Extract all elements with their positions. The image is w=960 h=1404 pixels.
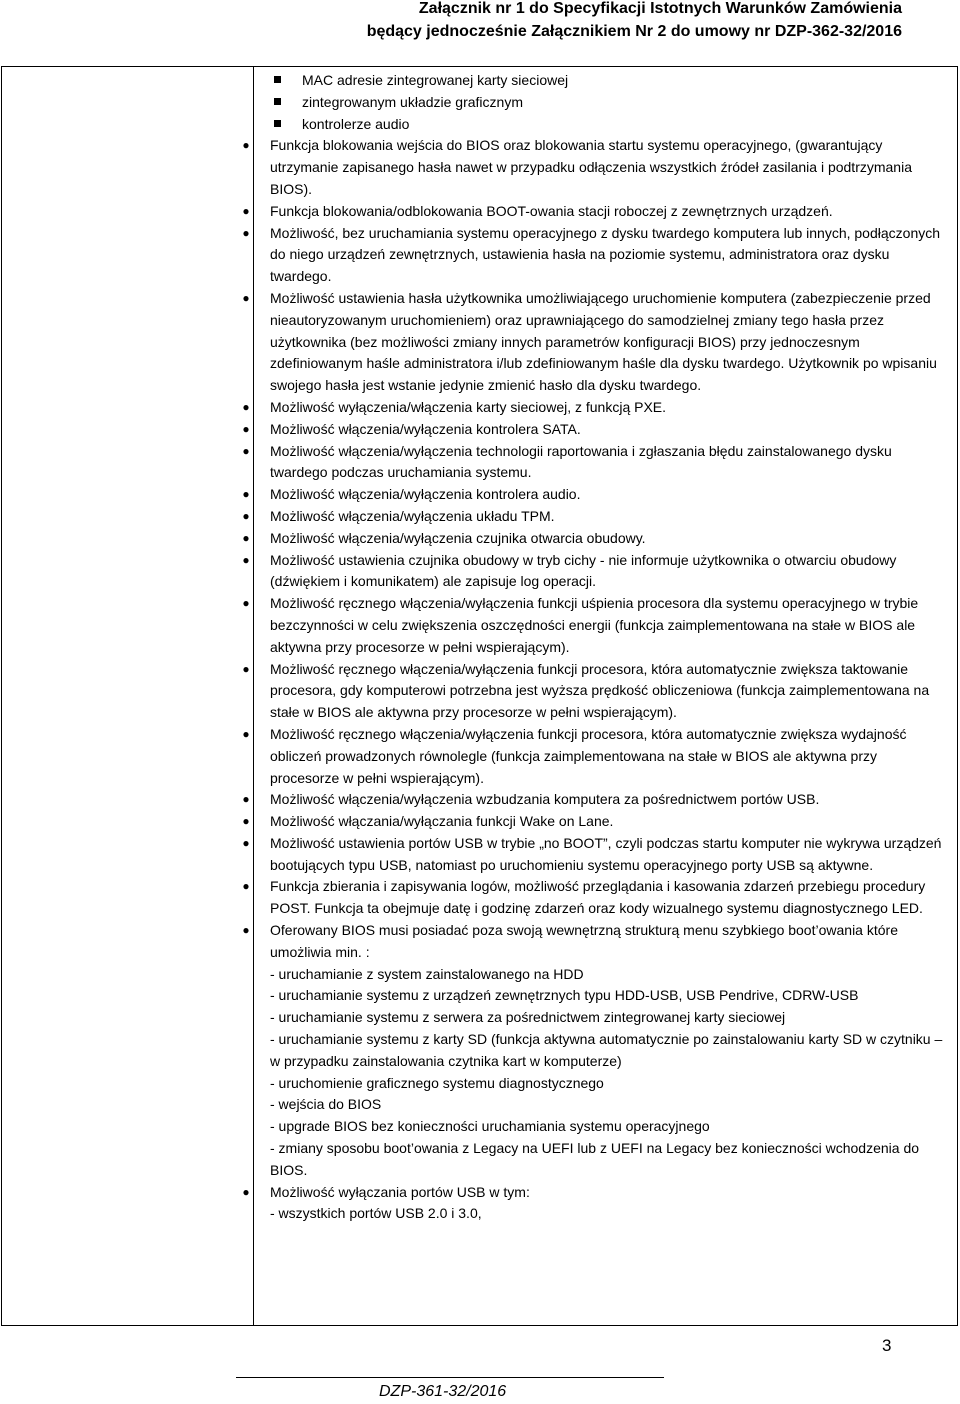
list-item: kontrolerze audio xyxy=(238,114,950,136)
bullet-icon: ● xyxy=(242,923,250,938)
page-number: 3 xyxy=(882,1336,892,1355)
square-bullet-icon xyxy=(274,76,281,83)
footer-divider xyxy=(236,1377,664,1378)
bullet-icon: ● xyxy=(242,203,250,218)
list-item: ● Możliwość włączenia/wyłączenia układu TPM. xyxy=(238,506,950,528)
list-item: ● Możliwość włączenia/wyłączenia kontrolera SATA. xyxy=(238,419,950,441)
boot-option: - uruchamianie systemu z karty SD (funkcja aktywna automatycznie po zainstalowaniu karty SD w czytniku – w przypadku zainstalowania czytnika kart w komputerze) xyxy=(270,1031,943,1069)
bullet-icon: ● xyxy=(242,552,250,567)
bullet-icon: ● xyxy=(242,661,250,676)
header-title-line2: będący jednocześnie Załącznikiem Nr 2 do umowy nr DZP-362-32/2016 xyxy=(366,23,902,40)
boot-option: - wejścia do BIOS xyxy=(270,1096,382,1113)
list-item: MAC adresie zintegrowanej karty sieciowej xyxy=(238,70,950,92)
bullet-icon: ● xyxy=(242,530,250,545)
usb-option: - wszystkich portów USB 2.0 i 3.0, xyxy=(270,1205,482,1222)
bullet-icon: ● xyxy=(242,814,250,829)
bullet-icon: ● xyxy=(242,225,250,240)
footer-document-id: DZP-361-32/2016 xyxy=(379,1383,507,1400)
list-item: ● Możliwość wyłączenia/włączenia karty sieciowej, z funkcją PXE. xyxy=(238,397,950,419)
list-item: ● Możliwość ręcznego włączenia/wyłączenia funkcji procesora, która automatycznie zwiększa taktowanie procesora, gdy komputerowi potrzebna jest wyższa prędkość obliczeniowa (funkcja zaimplementowana na stałe w BIOS ale aktywna przy procesorze w pełni wspierającym). xyxy=(242,660,930,721)
list-item: ● Możliwość włączenia/wyłączenia czujnika otwarcia obudowy. xyxy=(238,528,950,550)
bullet-icon: ● xyxy=(242,792,250,807)
boot-option: - uruchamianie systemu z urządzeń zewnętrznych typu HDD-USB, USB Pendrive, CDRW-USB xyxy=(270,987,859,1004)
list-item: zintegrowanym układzie graficznym xyxy=(238,92,950,114)
header-title-line1: Załącznik nr 1 do Specyfikacji Istotnych Warunków Zamówienia xyxy=(418,0,902,17)
list-item: ● Możliwość, bez uruchamiania systemu operacyjnego z dysku twardego komputera lub innych, podłączonych do niego urządzeń zewnętrznych, ustawienia hasła na poziomie systemu, administratora oraz dysku twardego. xyxy=(242,224,941,285)
list-item: ● Możliwość ustawienia czujnika obudowy w tryb cichy - nie informuje użytkownika o otwarciu obudowy (dźwiękiem i komunikatem) ale zapisuje log operacji. xyxy=(242,551,897,590)
bullet-icon: ● xyxy=(242,596,250,611)
list-item: ● Możliwość ręcznego włączenia/wyłączenia funkcji uśpienia procesora dla systemu operacyjnego w trybie bezczynności w celu zwiększenia oszczędności energii (funkcja zaimplementowana na stałe w BIOS ale aktywna przy procesorze w pełni wspierającym). xyxy=(242,595,919,655)
square-bullet-icon xyxy=(274,98,281,105)
bullet-icon: ● xyxy=(242,399,250,414)
bullet-icon: ● xyxy=(242,835,250,850)
list-item: ● Funkcja blokowania/odblokowania BOOT-owania stacji roboczej z zewnętrznych urządzeń. xyxy=(238,201,950,223)
boot-option: - uruchamianie z system zainstalowanego na HDD xyxy=(270,965,584,982)
list-item: ● Możliwość wyłączania portów USB w tym: xyxy=(238,1182,950,1204)
bullet-icon: ● xyxy=(242,443,250,458)
boot-option: - upgrade BIOS bez konieczności uruchamiania systemu operacyjnego xyxy=(270,1118,710,1135)
list-item: ● Możliwość włączenia/wyłączenia technologii raportowania i zgłaszania błędu zainstalowanego dysku twardego podczas uruchamiania systemu. xyxy=(242,442,892,481)
list-item: ● Oferowany BIOS musi posiadać poza swoją wewnętrzną strukturą menu szybkiego boot’owania które umożliwia min. : xyxy=(242,922,898,960)
bullet-icon: ● xyxy=(242,508,250,523)
boot-option: - uruchomienie graficznego systemu diagnostycznego xyxy=(270,1074,604,1091)
list-item: ● Możliwość włączenia/wyłączenia kontrolera audio. xyxy=(238,484,950,506)
list-item: ● Możliwość włączenia/wyłączenia wzbudzania komputera za pośrednictwem portów USB. xyxy=(238,789,950,811)
list-item: ● Możliwość włączania/wyłączania funkcji Wake on Lane. xyxy=(238,811,950,833)
list-item: ● Możliwość ręcznego włączenia/wyłączenia funkcji procesora, która automatycznie zwiększa wydajność obliczeń prowadzonych równolegle (funkcja zaimplementowana na stałe w BIOS ale aktywna przy procesorze w pełni wspierającym). xyxy=(242,725,907,786)
boot-option: - zmiany sposobu boot’owania z Legacy na UEFI lub z UEFI na Legacy bez konieczności wchodzenia do BIOS. xyxy=(270,1140,920,1178)
bullet-icon: ● xyxy=(242,290,250,305)
square-bullet-icon xyxy=(274,120,281,127)
list-item: ● Funkcja blokowania wejścia do BIOS oraz blokowania startu systemu operacyjnego, (gwarantujący utrzymanie zapisanego hasła nawet w przypadku odłączenia wszystkich źródeł zasilania i podtrzymania BIOS). xyxy=(242,137,912,197)
bullet-icon: ● xyxy=(242,726,250,741)
bullet-icon: ● xyxy=(242,879,250,894)
list-item: ● Możliwość ustawienia portów USB w trybie „no BOOT”, czyli podczas startu komputer nie wykrywa urządzeń bootujących typu USB, natomiast po uruchomieniu systemu operacyjnego porty USB są aktywne. xyxy=(242,834,942,873)
bullet-icon: ● xyxy=(242,138,250,153)
bullet-icon: ● xyxy=(242,421,250,436)
bullet-icon: ● xyxy=(242,1184,250,1199)
spec-content xyxy=(238,70,950,1225)
bullet-icon: ● xyxy=(242,487,250,502)
boot-option: - uruchamianie systemu z serwera za pośrednictwem zintegrowanej karty sieciowej xyxy=(270,1009,786,1026)
list-item: ● Możliwość ustawienia hasła użytkownika umożliwiającego uruchomienie komputera (zabezpieczenie przed nieautoryzowanym uruchomieniem) oraz uprawniającego do samodzielnej zmiany tego hasła przez użytkownika (bez możliwości zmiany innych parametrów konfiguracji BIOS) przy jednoczesnym zdefiniowanym haśle administratora i/lub zdefiniowanym haśle dla dysku twardego. Użytkownik po wpisaniu swojego hasła jest wstanie jedynie zmienić hasło dla dysku twardego. xyxy=(242,289,937,394)
list-item: ● Funkcja zbierania i zapisywania logów, możliwość przeglądania i kasowania zdarzeń przebiegu procedury POST. Funkcja ta obejmuje datę i godzinę zdarzeń oraz kody wizualnego systemu diagnostycznego LED. xyxy=(242,878,926,917)
